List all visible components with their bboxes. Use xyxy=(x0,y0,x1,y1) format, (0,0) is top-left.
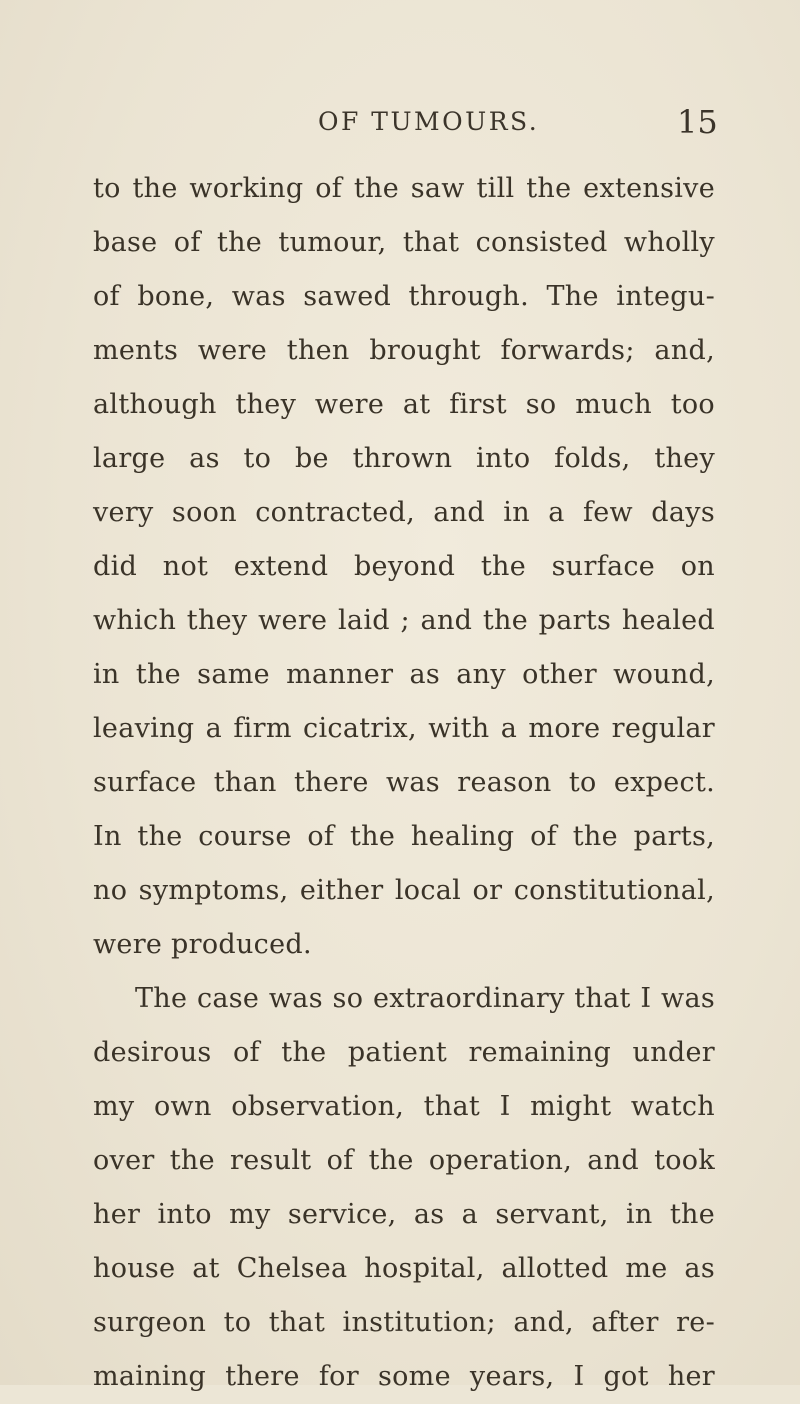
text-line: desirous of the patient remaining under xyxy=(93,1037,715,1068)
text-line: very soon contracted, and in a few days xyxy=(93,497,715,528)
text-line: house at Chelsea hospital, allotted me as xyxy=(93,1253,715,1284)
text-line: large as to be thrown into folds, they xyxy=(93,443,715,474)
text-line: which they were laid ; and the parts healed xyxy=(93,605,715,636)
text-line: The case was so extraordinary that I was xyxy=(135,983,715,1014)
text-line: in the same manner as any other wound, xyxy=(93,659,715,690)
text-line: surgeon to that institution; and, after re- xyxy=(93,1307,715,1338)
text-line: to the working of the saw till the extensive xyxy=(93,173,715,204)
paragraph-2 xyxy=(93,972,715,1404)
text-line: her into my service, as a servant, in the xyxy=(93,1199,715,1230)
text-line: my own observation, that I might watch xyxy=(93,1091,715,1122)
text-line: leaving a firm cicatrix, with a more regular xyxy=(93,713,715,744)
running-title: OF TUMOURS. xyxy=(318,107,540,136)
body-text xyxy=(93,162,715,1404)
text-line: no symptoms, either local or constitutional, xyxy=(93,875,715,906)
text-line: base of the tumour, that consisted wholly xyxy=(93,227,715,258)
page-number: 15 xyxy=(677,103,718,141)
text-line: although they were at first so much too xyxy=(93,389,715,420)
running-head xyxy=(0,103,800,143)
text-line: were produced. xyxy=(93,929,312,960)
text-line: did not extend beyond the surface on xyxy=(93,551,715,582)
paragraph-1 xyxy=(93,162,715,972)
text-line: of bone, was sawed through. The integu- xyxy=(93,281,715,312)
text-line: maining there for some years, I got her xyxy=(93,1361,715,1392)
text-line: surface than there was reason to expect. xyxy=(93,767,715,798)
text-line: over the result of the operation, and took xyxy=(93,1145,715,1176)
text-line: In the course of the healing of the parts, xyxy=(93,821,715,852)
text-line: ments were then brought forwards; and, xyxy=(93,335,715,366)
